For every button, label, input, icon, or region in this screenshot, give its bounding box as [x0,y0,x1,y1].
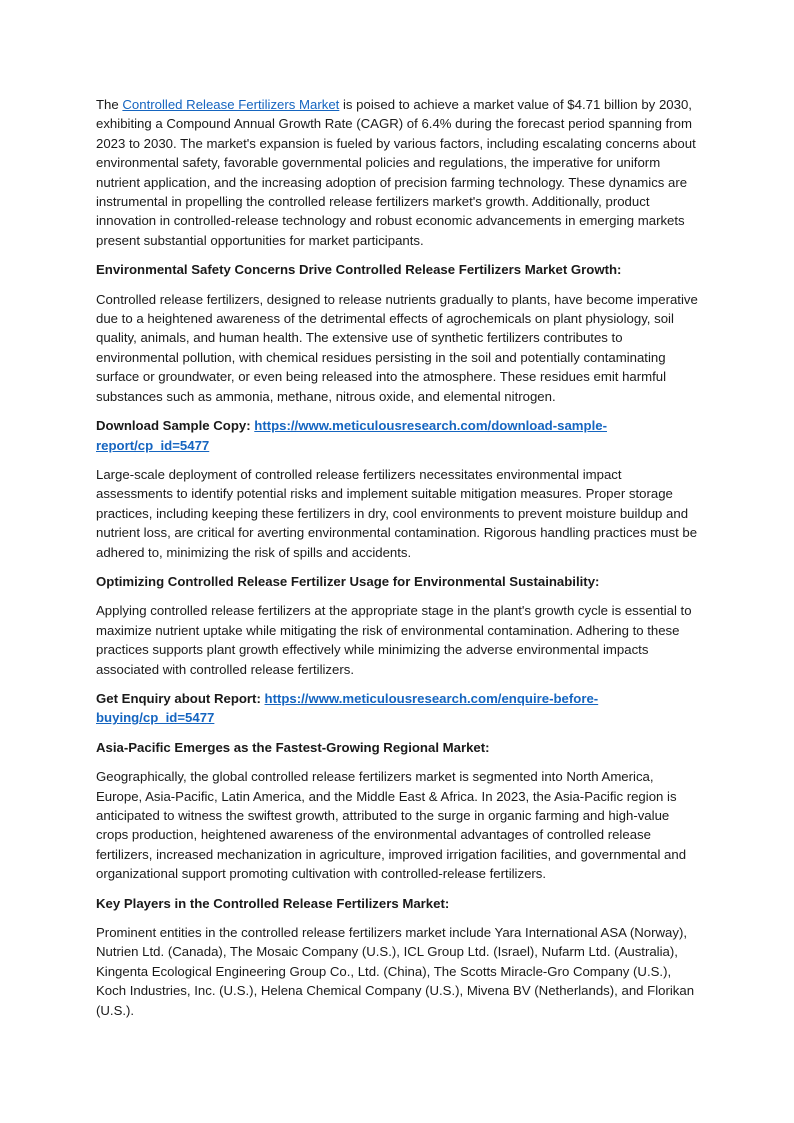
enquiry-link[interactable]: https://www.meticulousresearch.com/enquire-before-buying/cp_id=5477 [96,690,599,726]
download-sample-link[interactable]: https://www.meticulousresearch.com/download-sample-report/cp_id=5477 [96,418,607,453]
intro-rest-text: is poised to achieve a market value of $4.71 billion by 2030, exhibiting a Compound Annual Growth Rate (CAGR) of 6.4% during the forecast period spanning from 2023 to 2030. The market's expansion is fueled by various factors, including escalating concerns about environmental safety, favorable governmental policies and regulations, the imperative for uniform nutrient application, and the increasing adoption of precision farming technology. These dynamics are instrumental in propelling the controlled release fertilizers market's growth. Additionally, product innovation in controlled-release technology and robust economic advancements in emerging markets present substantial opportunities for market participants. [96,97,696,248]
enquiry-line [96,689,698,728]
section-heading-environmental-safety: Environmental Safety Concerns Drive Controlled Release Fertilizers Market Growth: [96,262,622,278]
download-sample-label: Download Sample Copy: [96,418,255,434]
download-sample-line [96,416,698,455]
intro-paragraph [96,95,698,250]
section-body-optimizing-usage: Applying controlled release fertilizers at the appropriate stage in the plant's growth cycle is essential to maximize nutrient uptake while mitigating the risk of environmental contamination. Adhering to these practices supports plant growth effectively while minimizing the adverse environmental impacts associated with controlled release fertilizers. [96,603,692,677]
section-body-deployment: Large-scale deployment of controlled release fertilizers necessitates environmental impact assessments to identify potential risks and implement suitable mitigation measures. Proper storage practices, including keeping these fertilizers in dry, cool environments to prevent moisture buildup and nutrient loss, are critical for averting environmental contamination. Rigorous handling practices must be adhered to, minimizing the risk of spills and accidents. [96,466,698,560]
section-heading-key-players: Key Players in the Controlled Release Fertilizers Market: [96,895,450,911]
market-link[interactable]: Controlled Release Fertilizers Market [122,97,340,112]
section-heading-asia-pacific: Asia-Pacific Emerges as the Fastest-Growing Regional Market: [96,739,490,755]
section-body-asia-pacific: Geographically, the global controlled release fertilizers market is segmented into North America, Europe, Asia-Pacific, Latin America, and the Middle East & Africa. In 2023, the Asia-Pacific region is anticipated to witness the swiftest growth, attributed to the surge in organic farming and high-value crops production, heightened awareness of the environmental advantages of controlled release fertilizers, increased mechanization in agriculture, improved irrigation facilities, and governmental and organizational support promoting cultivation with controlled-release fertilizers. [96,769,687,882]
enquiry-label: Get Enquiry about Report: [96,690,265,706]
section-body-key-players: Prominent entities in the controlled release fertilizers market include Yara International ASA (Norway), Nutrien Ltd. (Canada), The Mosaic Company (U.S.), ICL Group Ltd. (Israel), Nufarm Ltd. (Australia), Kingenta Ecological Engineering Group Co., Ltd. (China), The Scotts Miracle-Gro Company (U.S.), Koch Industries, Inc. (U.S.), Helena Chemical Company (U.S.), Mivena BV (Netherlands), and Florikan (U.S.). [96,925,695,1018]
section-body-environmental-safety: Controlled release fertilizers, designed to release nutrients gradually to plants, have become imperative due to a heightened awareness of the detrimental effects of agrochemicals on plant physiology, soil quality, animals, and human health. The extensive use of synthetic fertilizers contributes to environmental pollution, with chemical residues persisting in the soil and potentially contaminating surface or groundwater, or even being released into the atmosphere. These residues emit harmful substances such as ammonia, methane, nitrous oxide, and elemental nitrogen. [96,291,698,404]
section-heading-optimizing-usage: Optimizing Controlled Release Fertilizer Usage for Environmental Sustainability: [96,573,600,589]
intro-lead-text: The [96,97,123,112]
